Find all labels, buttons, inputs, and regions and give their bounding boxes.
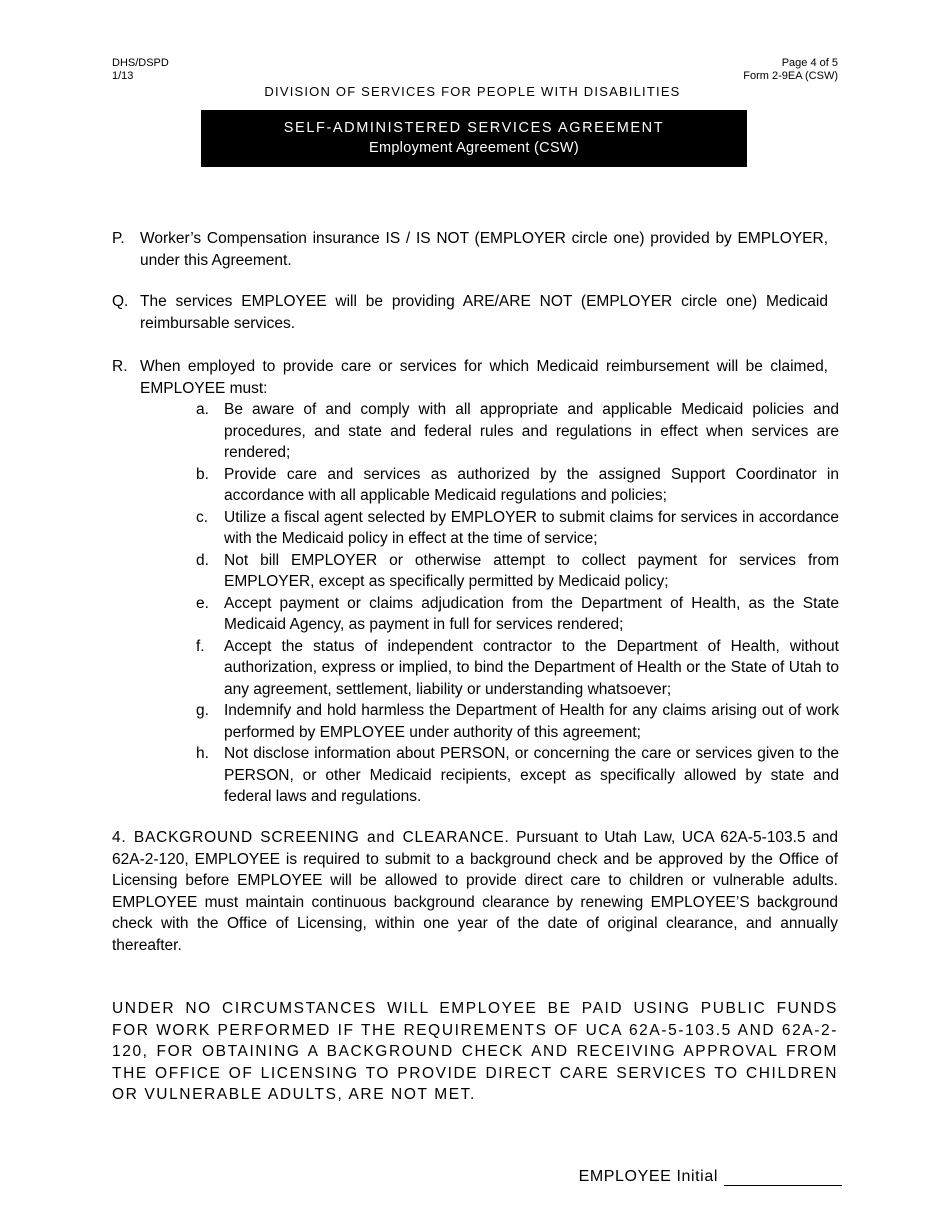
clause-q [112,291,828,334]
list-item-label: d. [196,551,209,569]
list-item-label: a. [196,401,209,418]
list-item-text: Be aware of and comply with all appropriate and applicable Medicaid policies and procedures, and state and federal rules and regulations in effect when services are rendered; [224,401,839,461]
list-item-label: h. [196,745,209,762]
list-item-text: Accept payment or claims adjudication from the Department of Health, as the State Medicaid Agency, as payment in full for services rendered; [224,594,839,633]
list-item [196,743,839,808]
clause-label: P. [112,230,125,247]
form-number: Form 2-9EA (CSW) [743,70,838,82]
agreement-subtitle: Employment Agreement (CSW) [368,140,580,156]
list-item-text: Accept the status of independent contractor to the Department of Health, without authorization, express or implied, to bind the Department of Health or the State of Utah to any agreement, settlement, liability or understanding whatsoever; [224,637,839,698]
clause-label: Q. [112,293,129,310]
list-item-text: Not disclose information about PERSON, or concerning the care or services given to the PERSON, or other Medicaid recipients, except as specifically allowed by state and federal laws and regulations. [224,745,839,805]
section-text: Pursuant to Utah Law, UCA 62A-5-103.5 and 62A-2-120, EMPLOYEE is required to submit to a background check and be approved by the Office of Licensing before EMPLOYEE will be allowed to provide direct care to children or vulnerable adults. EMPLOYEE must maintain continuous background clearance by renewing EMPLOYEE’S background check with the Office of Licensing, within one year of the date of original clearance, and annually thereafter. [112,829,838,954]
list-item-label: f. [196,637,205,655]
list-item-label: g. [196,702,209,719]
section-heading: 4. BACKGROUND SCREENING and CLEARANCE. [112,829,510,846]
list-item [196,507,839,550]
clause-text: Worker’s Compensation insurance IS / IS NOT (EMPLOYER circle one) provided by EMPLOYER, under this Agreement. [140,230,828,269]
list-item [196,593,839,636]
revision-date: 1/13 [112,70,134,82]
department-code: DHS/DSPD [112,57,169,69]
medicaid-requirements-list [196,399,839,808]
employee-initial-field [579,1165,842,1186]
clause-text: When employed to provide care or services for which Medicaid reimbursement will be claimed, EMPLOYEE must: [140,358,828,397]
list-item-text: Not bill EMPLOYER or otherwise attempt to collect payment for services from EMPLOYER, except as specifically permitted by Medicaid policy; [224,551,839,590]
clause-r [112,356,828,399]
list-item-text: Provide care and services as authorized by the assigned Support Coordinator in accordance with all applicable Medicaid regulations and policies; [224,465,839,504]
background-screening-section [112,827,838,956]
list-item-text: Indemnify and hold harmless the Department of Health for any claims arising out of work performed by EMPLOYEE under authority of this agreement; [224,702,839,741]
clause-label: R. [112,358,128,375]
title-banner [201,110,747,167]
list-item-text: Utilize a fiscal agent selected by EMPLOYER to submit claims for services in accordance with the Medicaid policy in effect at the time of service; [224,508,839,547]
clause-p [112,228,828,271]
list-item [196,464,839,507]
division-title: DIVISION OF SERVICES FOR PEOPLE WITH DISABILITIES [264,84,681,99]
list-item-label: b. [196,465,209,483]
page-number: Page 4 of 5 [781,57,838,69]
list-item [196,636,839,701]
clause-text: The services EMPLOYEE will be providing ARE/ARE NOT (EMPLOYER circle one) Medicaid reimbursable services. [140,293,828,332]
list-item-label: c. [196,508,209,526]
header-right [743,57,838,83]
initial-signature-line[interactable] [724,1165,842,1186]
funding-warning: UNDER NO CIRCUMSTANCES WILL EMPLOYEE BE PAID USING PUBLIC FUNDS FOR WORK PERFORMED IF THE REQUIREMENTS OF UCA 62A-5-103.5 AND 62A-2-120, FOR OBTAINING A BACKGROUND CHECK AND RECEIVING APPROVAL FROM THE OFFICE OF LICENSING TO PROVIDE DIRECT CARE SERVICES TO CHILDREN OR VULNERABLE ADULTS, ARE NOT MET. [112,1000,838,1103]
list-item [196,550,839,593]
agreement-title: SELF-ADMINISTERED SERVICES AGREEMENT [283,120,665,136]
list-item-label: e. [196,594,209,612]
list-item [196,700,839,743]
initial-label: EMPLOYEE Initial [578,1168,718,1185]
list-item [196,399,839,464]
header-left [112,57,169,83]
